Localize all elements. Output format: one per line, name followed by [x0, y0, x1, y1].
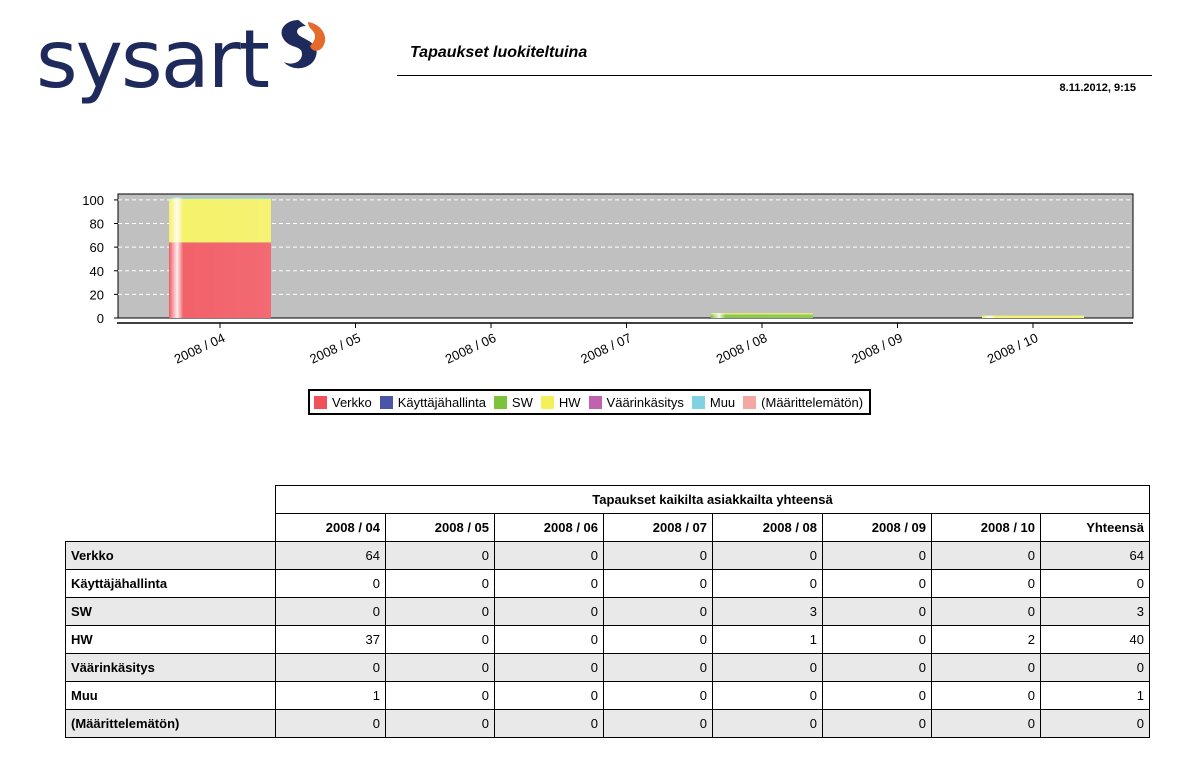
table-cell: 0: [495, 570, 604, 598]
table-cell: 0: [386, 570, 495, 598]
legend-label: Muu: [709, 394, 736, 410]
row-label: (Määrittelemätön): [66, 710, 276, 738]
title-divider: [397, 75, 1152, 76]
legend-label: HW: [558, 394, 581, 410]
table-cell: 0: [276, 570, 386, 598]
column-header: 2008 / 04: [276, 514, 386, 542]
table-cell: 0: [495, 626, 604, 654]
table-cell: 0: [1041, 710, 1150, 738]
table-cell: 0: [823, 542, 932, 570]
table-cell: 0: [604, 570, 713, 598]
table-cell: 0: [932, 542, 1041, 570]
table-cell: 0: [386, 542, 495, 570]
legend-item: [692, 395, 735, 410]
x-tick-label: 2008 / 04: [171, 330, 228, 367]
row-label: Käyttäjähallinta: [66, 570, 276, 598]
table-cell: 0: [932, 654, 1041, 682]
table-cell: 0: [823, 682, 932, 710]
table-cell: 0: [495, 542, 604, 570]
x-tick-label: 2008 / 08: [713, 330, 770, 367]
legend-swatch: [541, 396, 554, 409]
legend-label: Käyttäjähallinta: [397, 394, 486, 410]
y-tick-label: 20: [89, 287, 104, 303]
stacked-bar-chart: [60, 185, 1150, 385]
column-header: 2008 / 06: [495, 514, 604, 542]
table-cell: 37: [276, 626, 386, 654]
table-cell: 0: [1041, 654, 1150, 682]
column-header: 2008 / 10: [932, 514, 1041, 542]
table-cell: 0: [386, 682, 495, 710]
legend-label: (Määrittelemätön): [761, 394, 864, 410]
table-cell: 0: [823, 654, 932, 682]
legend-label: Väärinkäsitys: [606, 394, 684, 410]
table-cell: 0: [604, 654, 713, 682]
table-row: [66, 654, 1150, 682]
legend-item: [314, 395, 372, 410]
legend-item: [589, 395, 684, 410]
table-cell: 0: [604, 682, 713, 710]
legend-swatch: [314, 396, 327, 409]
table-cell: 0: [932, 710, 1041, 738]
x-tick-label: 2008 / 10: [984, 330, 1041, 367]
table-cell: 0: [823, 626, 932, 654]
bar-gloss: [711, 314, 813, 318]
table-corner: [66, 486, 276, 514]
table-cell: 0: [1041, 570, 1150, 598]
logo-wordmark: sysart: [36, 13, 268, 106]
column-header: 2008 / 07: [604, 514, 713, 542]
table-cell: 0: [713, 542, 823, 570]
column-header: 2008 / 05: [386, 514, 495, 542]
table-cell: 0: [386, 598, 495, 626]
bar-gloss: [169, 199, 271, 243]
table-cell: 0: [823, 598, 932, 626]
legend-item: [494, 395, 533, 410]
table-row: [66, 626, 1150, 654]
legend-item: [380, 395, 486, 410]
y-tick-label: 0: [96, 311, 104, 326]
x-tick-label: 2008 / 09: [849, 330, 905, 367]
table-cell: 0: [495, 598, 604, 626]
table-cell: 3: [713, 598, 823, 626]
table-cell: 0: [386, 710, 495, 738]
table-cell: 0: [495, 682, 604, 710]
table-corner: [66, 514, 276, 542]
y-tick-label: 80: [89, 216, 104, 232]
chart-legend: [308, 389, 871, 415]
table-cell: 0: [713, 710, 823, 738]
table-cell: 0: [932, 570, 1041, 598]
table-cell: 0: [495, 654, 604, 682]
table-cell: 0: [823, 570, 932, 598]
row-label: Muu: [66, 682, 276, 710]
x-tick-label: 2008 / 05: [307, 330, 363, 367]
table-cell: 1: [1041, 682, 1150, 710]
report-title: Tapaukset luokiteltuina: [410, 44, 588, 61]
table-cell: 64: [276, 542, 386, 570]
table-row: [66, 710, 1150, 738]
table-cell: 64: [1041, 542, 1150, 570]
x-tick-label: 2008 / 06: [442, 330, 499, 367]
row-label: Verkko: [66, 542, 276, 570]
bar-gloss: [169, 198, 271, 199]
row-label: SW: [66, 598, 276, 626]
table-cell: 0: [276, 598, 386, 626]
logo-swirl-icon: [268, 16, 330, 74]
sysart-logo: [36, 14, 336, 124]
table-cell: 3: [1041, 598, 1150, 626]
table-cell: 0: [713, 654, 823, 682]
row-label: Väärinkäsitys: [66, 654, 276, 682]
table-cell: 0: [823, 710, 932, 738]
legend-swatch: [380, 396, 393, 409]
legend-item: [541, 395, 581, 410]
table-cell: 0: [713, 682, 823, 710]
table-row: [66, 682, 1150, 710]
table-cell: 2: [932, 626, 1041, 654]
legend-item: [743, 395, 863, 410]
table-cell: 1: [713, 626, 823, 654]
y-tick-label: 100: [82, 192, 104, 208]
table-cell: 0: [276, 710, 386, 738]
table-cell: 0: [604, 626, 713, 654]
table-row: [66, 598, 1150, 626]
y-tick-label: 40: [89, 263, 104, 279]
row-label: HW: [66, 626, 276, 654]
legend-swatch: [589, 396, 602, 409]
cases-table: [65, 485, 1150, 738]
table-cell: 0: [276, 654, 386, 682]
bar-gloss: [711, 313, 813, 314]
table-cell: 0: [932, 682, 1041, 710]
table-cell: 0: [604, 598, 713, 626]
bar-gloss: [169, 242, 271, 318]
table-group-header: Tapaukset kaikilta asiakkailta yhteensä: [276, 486, 1150, 514]
report-date: 8.11.2012, 9:15: [1059, 82, 1136, 94]
legend-swatch: [692, 396, 705, 409]
table-cell: 0: [932, 598, 1041, 626]
x-tick-label: 2008 / 07: [578, 330, 634, 367]
y-tick-label: 60: [89, 240, 104, 256]
bar-gloss: [982, 316, 1084, 318]
table-cell: 40: [1041, 626, 1150, 654]
legend-swatch: [743, 396, 756, 409]
table-cell: 0: [386, 626, 495, 654]
column-header: 2008 / 09: [823, 514, 932, 542]
table-cell: 0: [604, 710, 713, 738]
column-header: Yhteensä: [1041, 514, 1150, 542]
table-cell: 0: [713, 570, 823, 598]
legend-label: SW: [511, 394, 533, 410]
table-cell: 0: [386, 654, 495, 682]
table-cell: 1: [276, 682, 386, 710]
legend-label: Verkko: [332, 394, 372, 410]
legend-swatch: [494, 396, 507, 409]
column-header: 2008 / 08: [713, 514, 823, 542]
table-row: [66, 570, 1150, 598]
table-row: [66, 542, 1150, 570]
table-cell: 0: [604, 542, 713, 570]
table-cell: 0: [495, 710, 604, 738]
